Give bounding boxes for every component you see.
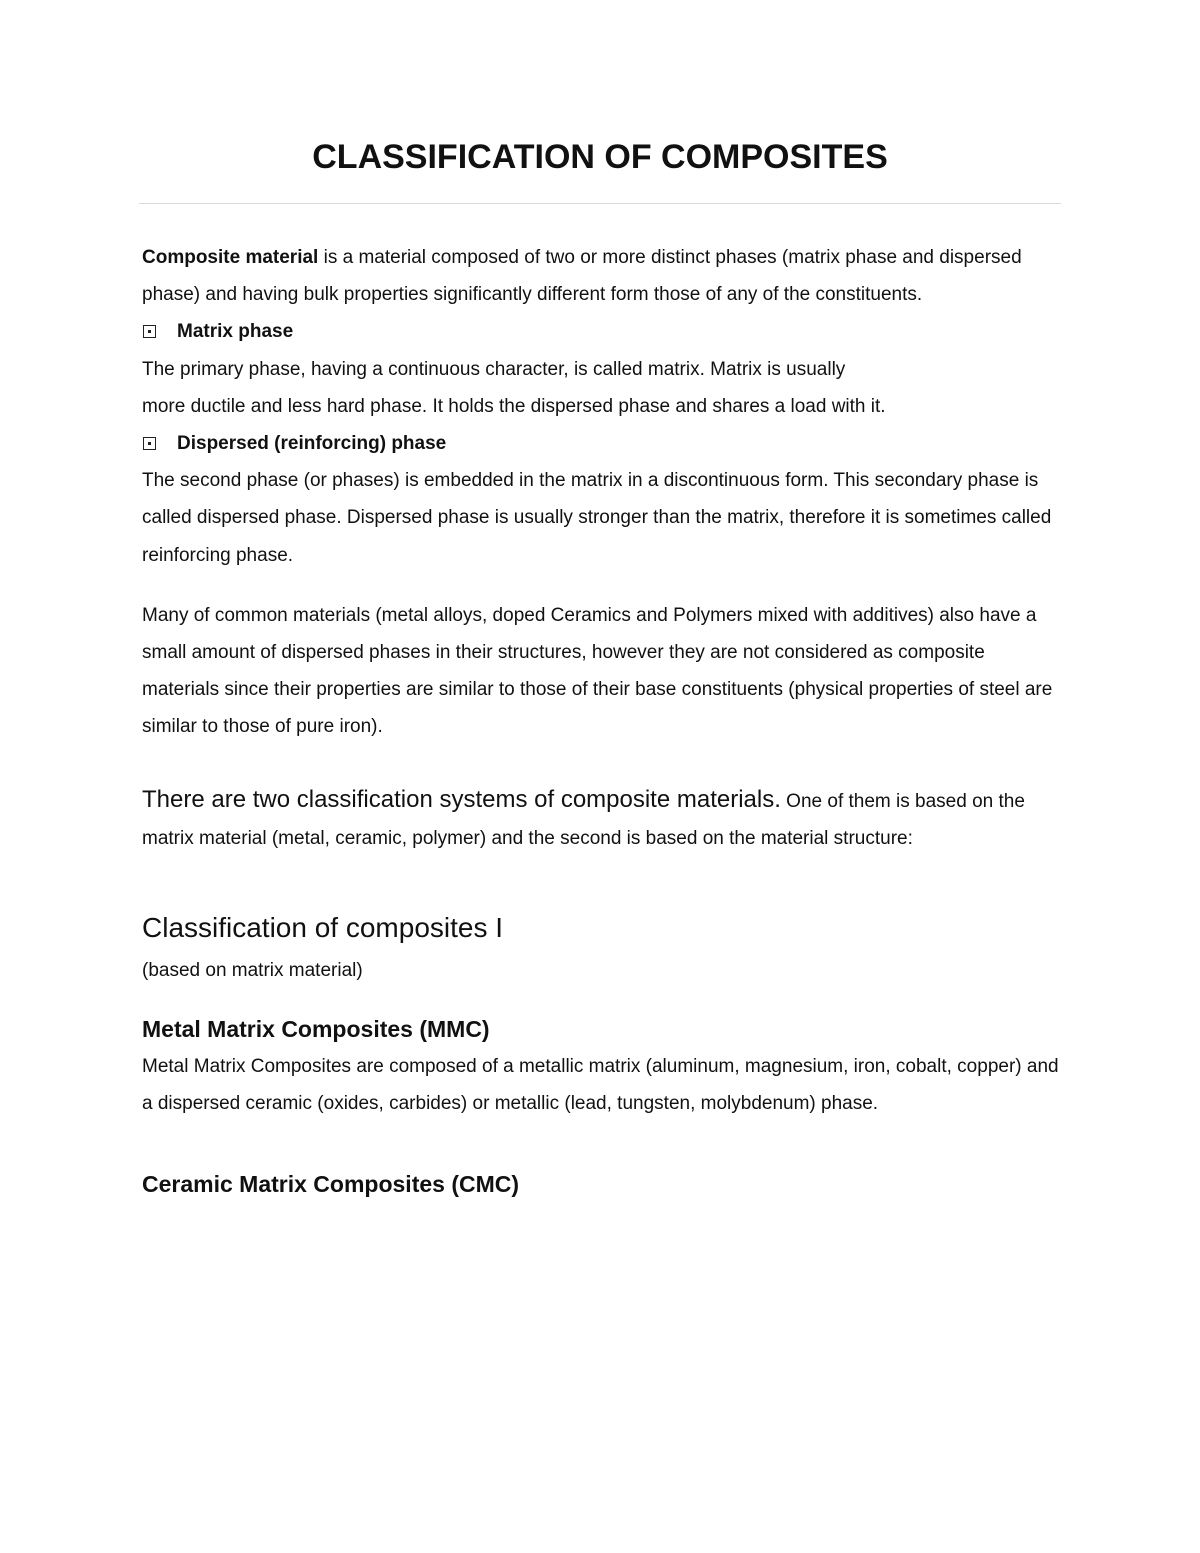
- matrix-phase-heading-label: Matrix phase: [177, 321, 294, 343]
- spacer: [142, 574, 1062, 597]
- systems-paragraph: [142, 781, 1062, 857]
- document-body: [142, 239, 1062, 1203]
- page-title: CLASSIFICATION OF COMPOSITES: [312, 138, 888, 176]
- checkbox-bullet-icon: [143, 325, 156, 338]
- mmc-text: Metal Matrix Composites are composed of a metallic matrix (aluminum, magnesium, iron, cobalt, copper) and a dispersed ceramic (oxides, carbides) or metallic (lead, tungsten, molybdenum) phase.: [142, 1056, 1059, 1115]
- spacer: [142, 989, 1062, 1011]
- dispersed-phase-heading: [142, 425, 1062, 462]
- cmc-heading: Ceramic Matrix Composites (CMC): [142, 1170, 520, 1197]
- spacer: [142, 746, 1062, 781]
- intro-text: is a material composed of two or more distinct phases (matrix phase and dispersed phase) and having bulk properties significantly different form those of any of the constituents.: [142, 247, 1022, 306]
- spacer: [142, 857, 1062, 909]
- common-materials-paragraph: Many of common materials (metal alloys, doped Ceramics and Polymers mixed with additives) also have a small amount of dispersed phases in their structures, however they are not considered as composite materials since their properties are similar to those of their base constituents (physical properties of steel are similar to those of pure iron).: [142, 604, 1053, 738]
- dispersed-phase-heading-label: Dispersed (reinforcing) phase: [177, 433, 447, 455]
- title-divider: [139, 203, 1061, 204]
- systems-lead: There are two classification systems of composite materials.: [142, 785, 781, 813]
- intro-term: Composite material: [142, 247, 319, 268]
- checkbox-bullet-icon: [143, 437, 156, 450]
- intro-paragraph: [142, 239, 1062, 313]
- classification-heading: Classification of composites I: [142, 912, 504, 944]
- mmc-heading: Metal Matrix Composites (MMC): [142, 1016, 490, 1043]
- classification-subtitle: (based on matrix material): [142, 960, 363, 982]
- dispersed-phase-text: The second phase (or phases) is embedded in the matrix in a discontinuous form. This secondary phase is called dispersed phase. Dispersed phase is usually stronger than the matrix, therefore it is sometimes called reinforcing phase.: [142, 470, 1052, 566]
- matrix-phase-line-2: more ductile and less hard phase. It holds the dispersed phase and shares a load with it.: [142, 395, 886, 417]
- systems-rest: One of them is based on the matrix material (metal, ceramic, polymer) and the second is based on the material structure:: [142, 790, 1025, 849]
- matrix-phase-line-1: The primary phase, having a continuous character, is called matrix. Matrix is usually: [142, 358, 846, 380]
- spacer: [142, 1123, 1062, 1166]
- matrix-phase-heading: [142, 313, 1062, 350]
